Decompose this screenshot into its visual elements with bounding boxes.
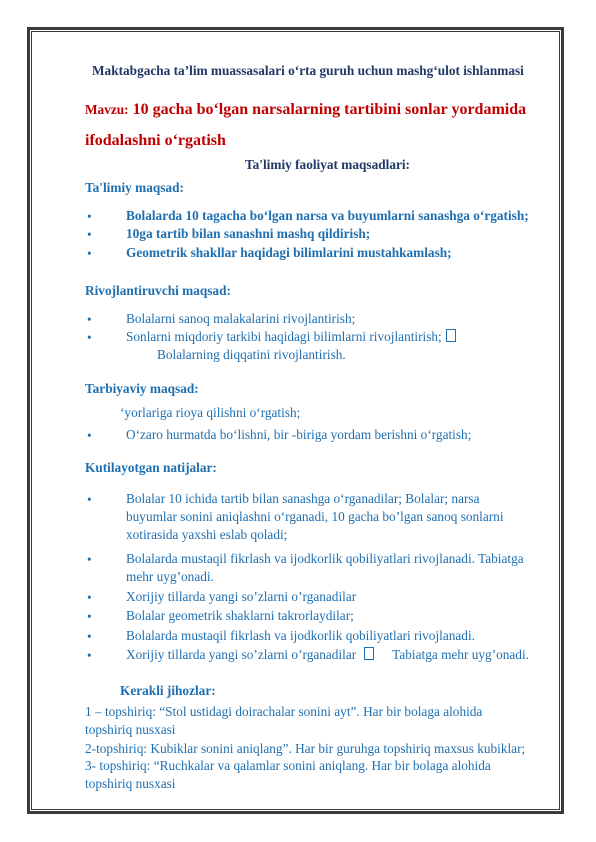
equipment-line-4: 3- topshiriq: “Ruchkalar va qalamlar sonini aniqlang. Har bir bolaga alohida [85,758,491,773]
educational-item-1: Bolalarda 10 tagacha bo‘lgan narsa va buyumlarni sanashga o‘rgatish; [126,208,529,223]
bullet: • [87,428,92,443]
upbringing-heading: Tarbiyaviy maqsad: [85,381,199,396]
educational-item-3: Geometrik shakllar haqidagi bilimlarini mustahkamlash; [126,245,452,260]
topic-line-1 [85,101,526,119]
expected-item-2-line-1: Bolalarda mustaqil fikrlash va ijodkorlik qobiliyatlari rivojlanadi. Tabiatga [126,551,524,566]
bullet: • [87,492,92,507]
bullet: • [87,609,92,624]
developmental-item-2 [126,328,460,346]
expected-item-6-tail: Tabiatga mehr uyg’onadi. [392,647,529,662]
expected-item-2-line-2: mehr uyg’onadi. [126,569,214,584]
expected-item-5: Bolalarda mustaqil fikrlash va ijodkorlik qobiliyatlari rivojlanadi. [126,628,475,643]
expected-heading: Kutilayotgan natijalar: [85,460,217,475]
bullet: • [87,629,92,644]
educational-item-2: 10ga tartib bilan sanashni mashq qildirish; [126,226,371,241]
expected-item-6 [126,646,529,664]
equipment-line-5: topshiriq nusxasi [85,776,176,791]
expected-item-1-line-3: xotirasida yaxshi eslab qoladi; [126,527,288,542]
developmental-heading: Rivojlantiruvchi maqsad: [85,283,231,298]
bullet: • [87,648,92,663]
equipment-line-1: 1 – topshiriq: “Stol ustidagi doirachalar sonini ayt”. Har bir bolaga alohida [85,704,483,719]
bullet: • [87,209,92,224]
bullet: • [87,552,92,567]
expected-item-6-text: Xorijiy tillarda yangi so’zlarni o’rganadilar [126,647,357,662]
equipment-line-2: topshiriq nusxasi [85,722,176,737]
upbringing-item-1: O‘zaro hurmatda bo‘lishni, bir -biriga yordam berishni o‘rgatish; [126,427,472,442]
equipment-heading: Kerakli jihozlar: [120,683,216,698]
expected-item-3: Xorijiy tillarda yangi so’zlarni o’rganadilar [126,589,357,604]
developmental-continuation: Bolalarning diqqatini rivojlantirish. [157,347,346,362]
topic-text-2: ifodalashni o‘rgatish [85,132,226,149]
expected-item-4: Bolalar geometrik shaklarni takrorlaydilar; [126,608,354,623]
topic-text-1: 10 gacha bo‘lgan narsalarning tartibini sonlar yordamida [132,101,527,118]
educational-heading: Ta'limiy maqsad: [85,180,184,195]
bullet: • [87,312,92,327]
developmental-item-1: Bolalarni sanoq malakalarini rivojlantirish; [126,311,356,326]
bullet: • [87,227,92,242]
equipment-line-3: 2-topshiriq: Kubiklar sonini aniqlang”. Har bir guruhga topshiriq maxsus kubiklar; [85,741,526,756]
developmental-item-2-text: Sonlarni miqdoriy tarkibi haqidagi bilimlarni rivojlantirish; [126,329,442,344]
document-title: Maktabgacha ta’lim muassasalari o‘rta guruh uchun mashg‘ulot ishlanmasi [92,63,524,78]
topic-label: Mavzu: [85,102,129,117]
bullet: • [87,590,92,605]
checkbox-symbol-icon [364,647,374,660]
expected-item-1-line-1: Bolalar 10 ichida tartib bilan sanashga o‘rganadilar; Bolalar; narsa [126,491,480,506]
expected-item-1-line-2: buyumlar sonini aniqlashni o‘rganadi, 10 gacha bo’lgan sanoq sonlarni [126,509,504,524]
bullet: • [87,246,92,261]
goals-heading: Ta'limiy faoliyat maqsadlari: [245,157,410,172]
bullet: • [87,330,92,345]
checkbox-symbol-icon [446,329,456,342]
upbringing-line-0: ‘yorlariga rioya qilishni o‘rgatish; [120,405,301,420]
